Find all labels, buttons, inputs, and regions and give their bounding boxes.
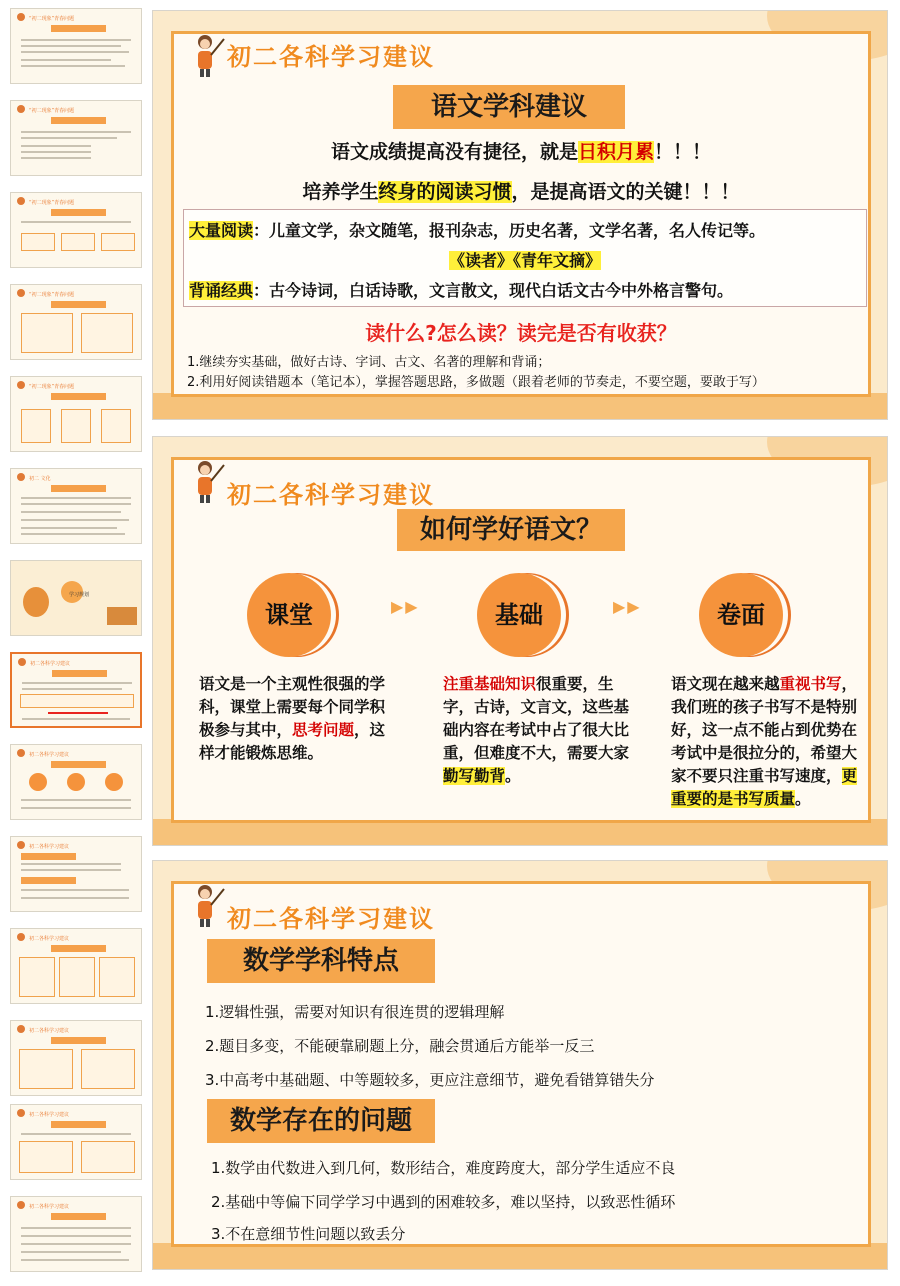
thumbnail-text bbox=[21, 131, 131, 133]
key-statement-2: 培养学生终身的阅读习惯，是提高语文的关键！！！ bbox=[302, 181, 740, 203]
thumbnail-box bbox=[20, 694, 134, 708]
highlight-text: 重视书写 bbox=[779, 675, 842, 693]
house-icon bbox=[107, 607, 137, 625]
thumbnail-title: “初二现象”青春问题 bbox=[29, 384, 75, 390]
thumbnail-text bbox=[21, 221, 131, 223]
slide-thumbnail-10[interactable] bbox=[10, 836, 142, 912]
thumbnail-title: 初二各科学习建议 bbox=[29, 844, 70, 850]
slide-thumbnail-6[interactable] bbox=[10, 468, 142, 544]
thumbnail-box bbox=[19, 957, 55, 997]
slide-thumbnail-14[interactable] bbox=[10, 1196, 142, 1272]
teacher-icon bbox=[17, 933, 25, 941]
thumbnail-heading bbox=[21, 877, 76, 884]
thumbnail-heading bbox=[51, 1121, 106, 1128]
slide-thumbnail-12[interactable] bbox=[10, 1020, 142, 1096]
slide-thumbnail-2[interactable] bbox=[10, 100, 142, 176]
thumbnail-text bbox=[21, 45, 121, 47]
tip-item: 1.继续夯实基础，做好古诗、字词、古文、名著的理解和背诵； bbox=[187, 355, 551, 370]
thumbnail-title: “初二现象”青春问题 bbox=[29, 16, 75, 22]
slide-title: 初二各科学习建议 bbox=[227, 905, 435, 933]
slide-thumbnail-4[interactable] bbox=[10, 284, 142, 360]
teacher-icon bbox=[17, 105, 25, 113]
thumbnail-box bbox=[61, 409, 91, 443]
teacher-icon bbox=[17, 473, 25, 481]
circle-icon bbox=[67, 773, 85, 791]
teacher-icon bbox=[17, 289, 25, 297]
thumbnail-text bbox=[21, 51, 129, 53]
recite-row: 背诵经典：古今诗词，白话诗歌，文言散文，现代白话文古今中外格言警句。 bbox=[189, 281, 734, 300]
thumbnail-text bbox=[21, 1259, 129, 1261]
thumbnail-heading bbox=[51, 761, 106, 768]
thumbnail-text bbox=[48, 712, 108, 714]
thumbnail-heading bbox=[51, 301, 106, 308]
thumbnail-heading bbox=[51, 209, 106, 216]
feature-item: 2.题目多变，不能硬靠刷题上分，融会贯通后方能举一反三 bbox=[205, 1037, 595, 1055]
circle-icon bbox=[29, 773, 47, 791]
slide-thumbnail-rail bbox=[0, 0, 150, 1286]
tip-item: 2.利用好阅读错题本（笔记本），掌握答题思路，多做题（跟着老师的节奏走，不要空题，要敢于写） bbox=[187, 375, 765, 390]
teacher-icon bbox=[17, 1109, 25, 1117]
thumbnail-text bbox=[21, 145, 91, 147]
teacher-icon bbox=[18, 658, 26, 666]
key-statement-1: 语文成绩提高没有捷径，就是日积月累！！！ bbox=[330, 141, 712, 163]
teacher-icon bbox=[193, 33, 225, 77]
paper-text: 语文现在越来越重视书写，我们班的孩子书写不是特别好，这一点不能占到优势在考试中是很拉分的，希望大家不要只注重书写速度，更重要的是书写质量。 bbox=[671, 675, 858, 808]
thumbnail-heading bbox=[21, 853, 76, 860]
arrow-icon: ▶▶ bbox=[613, 597, 642, 616]
highlight-text: 日积月累 bbox=[577, 141, 654, 163]
teacher-icon bbox=[17, 1201, 25, 1209]
tree-icon bbox=[23, 587, 49, 617]
thumbnail-heading bbox=[51, 393, 106, 400]
thumbnail-box bbox=[99, 957, 135, 997]
thumbnail-title: 初二 文化 bbox=[29, 476, 51, 482]
thumbnail-text bbox=[21, 1243, 131, 1245]
basics-text: 注重基础知识很重要，生字，古诗，文言文，这些基础内容在考试中占了很大比重，但难度不大，需要大家勤写勤背。 bbox=[443, 675, 630, 785]
reading-tag: 大量阅读 bbox=[189, 221, 254, 240]
thumbnail-text bbox=[21, 1133, 131, 1135]
highlight-text: 注重基础知识 bbox=[443, 675, 537, 693]
teacher-icon bbox=[193, 883, 225, 927]
thumbnail-box bbox=[19, 1049, 73, 1089]
thumbnail-heading bbox=[52, 670, 107, 677]
feature-item: 3.中高考中基础题、中等题较多，更应注意细节，避免看错算错失分 bbox=[205, 1071, 655, 1089]
slide-thumbnail-3[interactable] bbox=[10, 192, 142, 268]
thumbnail-text bbox=[21, 39, 131, 41]
highlight-text: 勤写勤背 bbox=[443, 767, 506, 785]
problem-item: 3.不在意细节性问题以致丢分 bbox=[211, 1225, 406, 1243]
thumbnail-box bbox=[59, 957, 95, 997]
thumbnail-title: “初二现象”青春问题 bbox=[29, 200, 75, 206]
teacher-icon bbox=[17, 13, 25, 21]
thumbnail-text bbox=[21, 799, 131, 801]
problem-item: 2.基础中等偏下同学学习中遇到的困难较多，难以坚持，以致恶性循环 bbox=[211, 1193, 676, 1211]
thumbnail-text bbox=[21, 897, 129, 899]
slide-chinese-advice[interactable] bbox=[152, 10, 888, 420]
thumbnail-text bbox=[22, 718, 130, 720]
thumbnail-title: 初二各科学习建议 bbox=[29, 1112, 70, 1118]
slide-thumbnail-11[interactable] bbox=[10, 928, 142, 1004]
thumbnail-text bbox=[22, 688, 122, 690]
thumbnail-text bbox=[21, 1251, 121, 1253]
teacher-icon bbox=[17, 841, 25, 849]
feature-item: 1.逻辑性强，需要对知识有很连贯的逻辑理解 bbox=[205, 1003, 505, 1021]
arrow-icon: ▶▶ bbox=[391, 597, 420, 616]
thumbnail-text bbox=[21, 511, 121, 513]
highlight-text: 思考问题 bbox=[292, 721, 355, 739]
teacher-icon bbox=[193, 459, 225, 503]
section-heading-problems: 数学存在的问题 bbox=[207, 1099, 435, 1143]
thumbnail-heading bbox=[51, 1037, 106, 1044]
thumbnail-heading bbox=[51, 945, 106, 952]
slide-learn-chinese[interactable] bbox=[152, 436, 888, 846]
slide-title: 初二各科学习建议 bbox=[227, 481, 435, 509]
thumbnail-text bbox=[21, 889, 129, 891]
circle-icon bbox=[105, 773, 123, 791]
teacher-icon bbox=[17, 1025, 25, 1033]
thumbnail-text bbox=[21, 869, 121, 871]
problem-item: 1.数学由代数进入到几何，数形结合，难度跨度大，部分学生适应不良 bbox=[211, 1159, 676, 1177]
section-heading-features: 数学学科特点 bbox=[207, 939, 435, 983]
thumbnail-box bbox=[101, 409, 131, 443]
recite-tag: 背诵经典 bbox=[189, 281, 254, 300]
circle-basics: 基础 bbox=[477, 573, 561, 657]
slide-title: 初二各科学习建议 bbox=[227, 43, 435, 71]
slide-thumbnail-1[interactable] bbox=[10, 8, 142, 84]
thumbnail-text bbox=[21, 497, 131, 499]
thumbnail-text bbox=[21, 533, 125, 535]
thumbnail-title: “初二现象”青春问题 bbox=[29, 108, 75, 114]
teacher-icon bbox=[17, 381, 25, 389]
slide-thumbnail-9[interactable] bbox=[10, 744, 142, 820]
highlight-text: 终身的阅读习惯 bbox=[378, 181, 512, 203]
thumbnail-title: 初二各科学习建议 bbox=[29, 1204, 70, 1210]
slide-thumbnail-7[interactable] bbox=[10, 560, 142, 636]
classroom-text: 语文是一个主观性很强的学科，课堂上需要每个同学积极参与其中，思考问题，这样才能锻炼思维。 bbox=[199, 675, 386, 762]
thumbnail-text bbox=[21, 157, 91, 159]
thumbnail-heading bbox=[51, 485, 106, 492]
thumbnail-text bbox=[21, 137, 117, 139]
thumbnail-text bbox=[21, 807, 131, 809]
thumbnail-heading bbox=[51, 25, 106, 32]
thumbnail-title: 初二各科学习建议 bbox=[30, 661, 71, 667]
question-text: 读什么?怎么读？读完是否有收获？ bbox=[365, 321, 677, 345]
thumbnail-heading bbox=[51, 1213, 106, 1220]
thumbnail-text bbox=[21, 863, 121, 865]
slide-thumbnail-5[interactable] bbox=[10, 376, 142, 452]
thumbnail-box bbox=[21, 313, 73, 353]
thumbnail-box bbox=[19, 1141, 73, 1173]
thumbnail-text bbox=[21, 519, 129, 521]
thumbnail-box bbox=[61, 233, 95, 251]
section-heading: 语文学科建议 bbox=[393, 85, 625, 129]
thumbnail-box bbox=[81, 1141, 135, 1173]
thumbnail-text bbox=[21, 59, 111, 61]
section-heading: 如何学好语文？ bbox=[397, 509, 625, 551]
thumbnail-title: 初二各科学习建议 bbox=[29, 752, 70, 758]
thumbnail-text bbox=[21, 1227, 131, 1229]
circle-paper: 卷面 bbox=[699, 573, 783, 657]
reading-box bbox=[183, 209, 867, 307]
circle-classroom: 课堂 bbox=[247, 573, 331, 657]
thumbnail-text bbox=[22, 682, 132, 684]
thumbnail-box bbox=[81, 1049, 135, 1089]
thumbnail-heading bbox=[51, 117, 106, 124]
thumbnail-title: 初二各科学习建议 bbox=[29, 936, 70, 942]
thumbnail-text bbox=[21, 151, 91, 153]
reading-row: 大量阅读：儿童文学，杂文随笔，报刊杂志，历史名著，文学名著，名人传记等。 bbox=[189, 221, 766, 240]
thumbnail-title: 初二各科学习建议 bbox=[29, 1028, 70, 1034]
thumbnail-box bbox=[21, 233, 55, 251]
slide-thumbnail-8[interactable] bbox=[10, 652, 142, 728]
highlight-text: 更重要的是书写质量 bbox=[671, 767, 858, 808]
thumbnail-box bbox=[21, 409, 51, 443]
thumbnail-text bbox=[21, 65, 125, 67]
slide-thumbnail-13[interactable] bbox=[10, 1104, 142, 1180]
thumbnail-text bbox=[21, 503, 131, 505]
slide-math[interactable] bbox=[152, 860, 888, 1270]
thumbnail-box bbox=[101, 233, 135, 251]
thumbnail-title: “初二现象”青春问题 bbox=[29, 292, 75, 298]
thumbnail-box bbox=[81, 313, 133, 353]
thumbnail-text bbox=[21, 527, 117, 529]
magazine-names: 《读者》《青年文摘》 bbox=[448, 251, 601, 270]
thumbnail-title: 学习规划 bbox=[69, 592, 90, 598]
teacher-icon bbox=[17, 749, 25, 757]
teacher-icon bbox=[17, 197, 25, 205]
thumbnail-text bbox=[21, 1235, 131, 1237]
